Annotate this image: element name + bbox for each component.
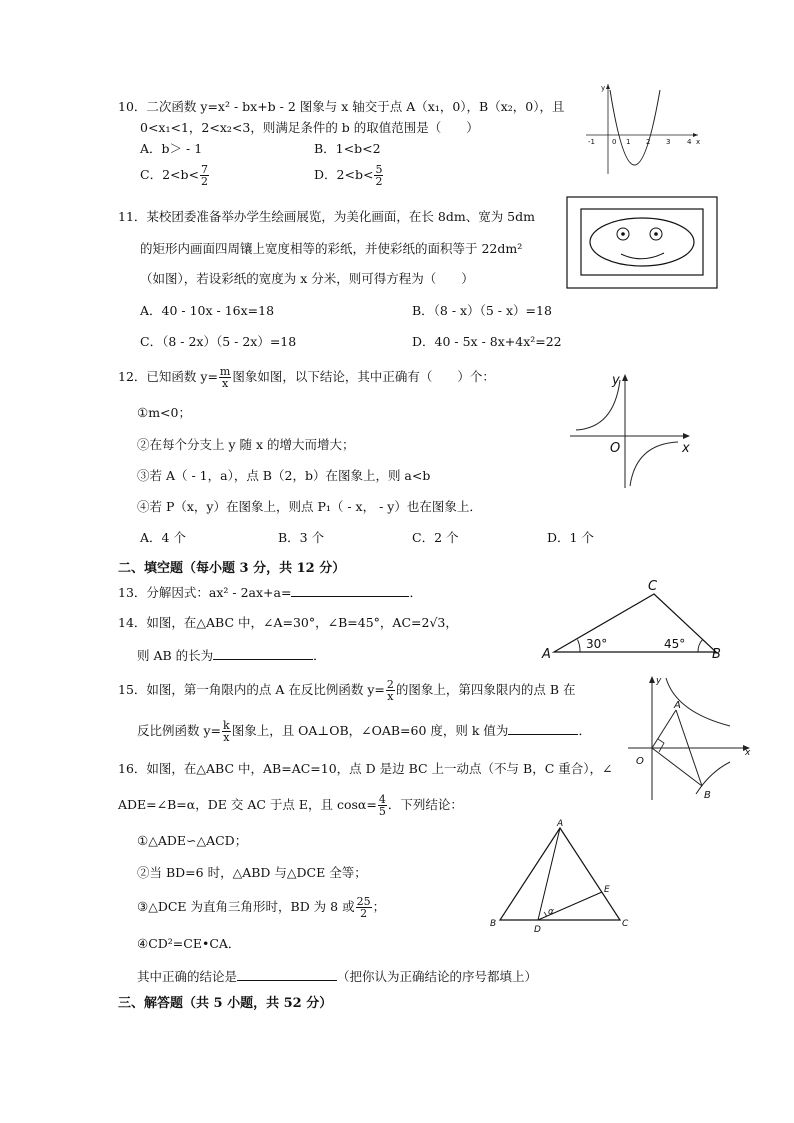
svg-text:x: x [745,748,751,758]
svg-text:A: A [557,819,564,829]
svg-text:4: 4 [687,138,692,146]
q14-line1: 14．如图，在△ABC 中，∠A=30°，∠B=45°，AC=2√3， [118,615,458,630]
q10-x-label: x [696,138,701,146]
q16-conclusion-1: ①△ADE∽△ACD； [137,833,248,848]
q11-option-b: B．（8 - x）（5 - x）=18 [412,303,552,318]
svg-text:45°: 45° [664,637,686,651]
svg-text:1: 1 [626,138,631,146]
q12-origin: O [610,441,621,456]
svg-text:α: α [548,907,554,917]
q12-x-label: x [682,441,690,456]
q16-conclusion-3: ③△DCE 为直角三角形时，BD 为 8 或 $\frac{25}{2}$ ； [137,895,386,920]
q10-line1: 10．二次函数 y=x² - bx+b - 2 图象与 x 轴交于点 A（x₁，0），B（x₂，0），且 [118,99,565,114]
q14-triangle-figure [540,576,730,664]
svg-text:3: 3 [666,138,671,146]
q12-conclusion-1: ①m<0； [137,405,191,420]
section-2-heading: 二、填空题（每小题 3 分，共 12 分） [118,561,346,576]
q10-option-a: A．b＞ - 1 [140,141,203,156]
q15-coordinate-figure [626,672,756,804]
q11-option-c: C．（8 - 2x）（5 - 2x）=18 [140,334,297,349]
q10-option-b: B．1<b<2 [314,141,381,156]
q11-line1: 11．某校团委准备举办学生绘画展览，为美化画面，在长 8dm、宽为 5dm [118,209,535,224]
q12-conclusion-2: ②在每个分支上 y 随 x 的增大而增大； [137,437,355,452]
q11-option-d: D．40 - 5x - 8x+4x²=22 [412,334,562,349]
q11-framed-picture-figure [566,196,718,290]
q13-line: 13．分解因式：ax² - 2ax+a= ． [118,585,422,600]
q14-line2: 则 AB 的长为 ． [137,648,326,663]
q10-y-label: y [601,84,606,92]
q12-conclusion-3: ③若 A（ - 1，a），点 B（2，b）在图象上，则 a<b [137,468,431,483]
q15-answer-blank [508,722,578,735]
svg-text:E: E [604,885,610,895]
svg-text:B: B [704,790,711,801]
q16-line2: ADE=∠B=α，DE 交 AC 于点 E，且 cosα= $\frac{4}{5}$ ．下列结论： [118,793,463,818]
q15-line2: 反比例函数 y= $\frac{k}{x}$ 图象上，且 OA⊥OB，∠OAB=60 度，则 k 值为 ． [137,719,591,744]
q16-answer-blank [237,968,337,981]
q10-option-c: C．2<b< $\frac{7}{2}$ [140,163,208,188]
svg-text:D: D [534,925,541,935]
q10-option-d: D．2<b< $\frac{5}{2}$ [314,163,383,188]
q12-option-b: B．3 个 [278,530,325,545]
q12-line1: 12．已知函数 y= $\frac{m}{x}$ 图象如图，以下结论，其中正确有（ ）个： [118,365,495,390]
q12-y-label: y [612,373,620,388]
q10-parabola-graph [584,80,704,176]
svg-text:C: C [648,579,658,594]
svg-text:O: O [636,756,644,767]
q12-conclusion-4: ④若 P（x，y）在图象上，则点 P₁（ - x， - y）也在图象上． [137,499,482,514]
svg-text:B: B [490,919,497,929]
svg-text:-1: -1 [588,138,595,146]
svg-text:y: y [656,676,662,686]
q12-option-d: D．1 个 [547,530,594,545]
q11-option-a: A．40 - 10x - 16x=18 [140,303,275,318]
q12-hyperbola-graph [568,370,698,492]
svg-text:30°: 30° [586,637,608,651]
section-3-heading: 三、解答题（共 5 小题，共 52 分） [118,996,333,1011]
q10-line2: 0<x₁<1，2<x₂<3，则满足条件的 b 的取值范围是（ ） [140,120,479,135]
q16-triangle-figure [488,819,638,935]
q13-answer-blank [291,584,409,597]
q11-line3: （如图），若设彩纸的宽度为 x 分米，则可得方程为（ ） [140,271,474,286]
q16-answer-line: 其中正确的结论是 （把你认为正确结论的序号都填上） [137,969,538,984]
q16-conclusion-2: ②当 BD=6 时，△ABD 与△DCE 全等； [137,865,367,880]
q12-option-c: C．2 个 [412,530,459,545]
q16-line1: 16．如图，在△ABC 中，AB=AC=10，点 D 是边 BC 上一动点（不与 B，C 重合），∠ [118,761,613,776]
q14-answer-blank [213,647,313,660]
svg-text:B: B [712,647,721,662]
svg-text:A: A [674,700,681,711]
q11-line2: 的矩形内画面四周镶上宽度相等的彩纸，并使彩纸的面积等于 22dm² [140,241,523,256]
q10-origin: 0 [612,138,617,146]
q15-line1: 15．如图，第一角限内的点 A 在反比例函数 y= $\frac{2}{x}$ 的图象上，第四象限内的点 B 在 [118,678,576,703]
q16-conclusion-4: ④CD²=CE•CA． [137,936,241,951]
q12-option-a: A．4 个 [140,530,186,545]
svg-text:C: C [622,919,629,929]
svg-text:A: A [542,647,551,662]
svg-text:2: 2 [646,138,651,146]
